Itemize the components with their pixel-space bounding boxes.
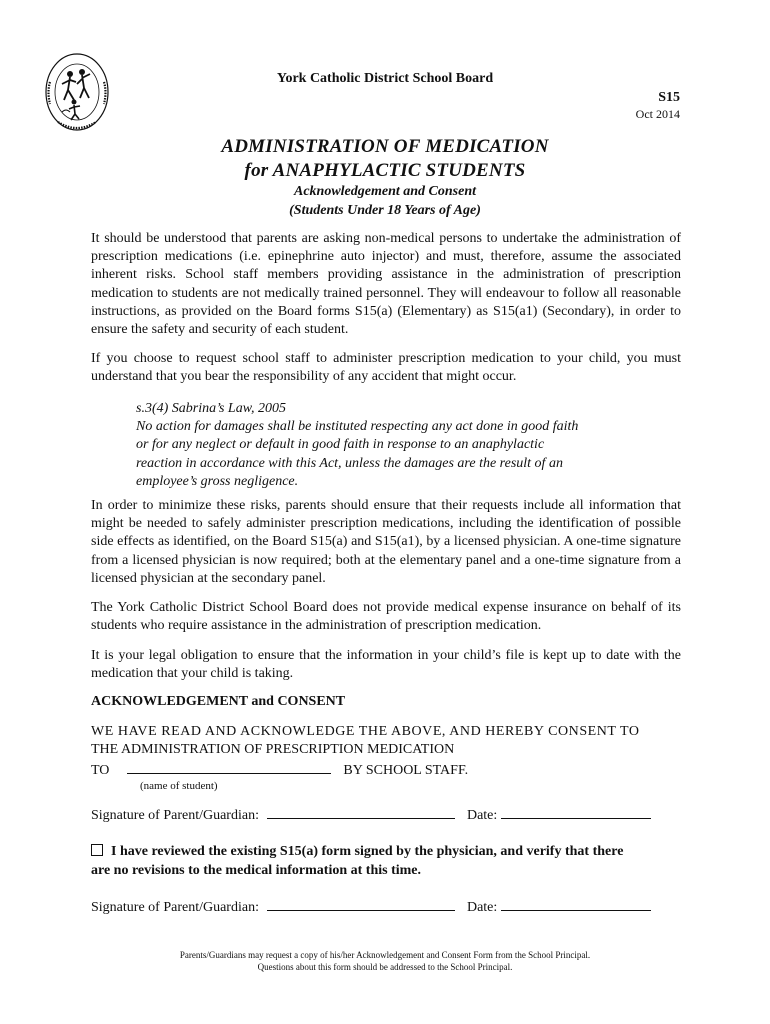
legal-obligation-paragraph: It is your legal obligation to ensure that the information in your child’s file is kept up to date with the medication that your child is taking. xyxy=(91,648,681,682)
signature-label: Signature of Parent/Guardian: xyxy=(91,808,259,823)
review-checkbox[interactable] xyxy=(91,844,103,856)
insurance-paragraph: The York Catholic District School Board does not provide medical expense insurance on behalf of its students who require assistance in the administration of prescription medication. xyxy=(91,600,681,634)
risk-paragraph: It should be understood that parents are asking non-medical persons to undertake the administration of prescription medications (i.e. epinephrine auto injector) and must, therefore, assume the associated inherent risks. School staff members providing assistance in the administration of prescription medication to students are not medically trained personnel. They will endeavour to follow all reasonable instructions, as provided on the Board forms S15(a) (Elementary) as S15(a1) (Secondary), in order to ensure the safety and security of each student. xyxy=(91,231,681,338)
parent-signature-field[interactable] xyxy=(267,898,455,911)
review-text-line2: are no revisions to the medical information at this time. xyxy=(91,863,422,878)
date-field[interactable] xyxy=(501,806,651,819)
signature-row-2 xyxy=(91,898,651,916)
consent-heading: ACKNOWLEDGEMENT and CONSENT xyxy=(91,694,346,709)
consent-statement-line2: THE ADMINISTRATION OF PRESCRIPTION MEDICATION xyxy=(91,742,455,757)
quote-line: or for any neglect or default in good faith in response to an anaphylactic xyxy=(136,437,545,453)
sabrinas-law-quote xyxy=(136,400,636,491)
school-board-seal-icon xyxy=(44,52,110,132)
quote-line: No action for damages shall be instituted respecting any act done in good faith xyxy=(136,419,579,435)
student-name-hint: (name of student) xyxy=(140,780,218,792)
date-field[interactable] xyxy=(501,898,651,911)
date-label: Date: xyxy=(466,808,498,823)
form-date: Oct 2014 xyxy=(635,107,680,121)
form-title-line1: ADMINISTRATION OF MEDICATION xyxy=(221,136,549,157)
signature-label: Signature of Parent/Guardian: xyxy=(91,900,259,915)
to-label: TO xyxy=(91,763,110,778)
form-subtitle-line1: Acknowledgement and Consent xyxy=(293,184,477,199)
form-subtitle-line2: (Students Under 18 Years of Age) xyxy=(289,203,481,218)
review-text-line1: I have reviewed the existing S15(a) form signed by the physician, and verify that there xyxy=(111,844,624,859)
review-confirmation xyxy=(91,842,691,880)
footer-line2: Questions about this form should be addressed to the School Principal. xyxy=(257,962,513,972)
quote-line: employee’s gross negligence. xyxy=(136,473,299,489)
student-name-field[interactable] xyxy=(127,761,331,774)
board-name: York Catholic District School Board xyxy=(276,71,494,86)
form-code: S15 xyxy=(658,90,680,105)
minimize-risk-paragraph: In order to minimize these risks, parents should ensure that their requests include all information that might be needed to safely administer prescription medications, including the identification of possible side effects as identified, on the Board S15(a) and S15(a1), by a licensed physician. A one-time signature from a licensed physician is now required; both at the elementary panel and a one-time signature from a licensed physician at the secondary panel. xyxy=(91,498,681,586)
responsibility-paragraph: If you choose to request school staff to administer prescription medication to your child, you must understand that you bear the responsibility of any accident that might occur. xyxy=(91,351,681,385)
parent-signature-field[interactable] xyxy=(267,806,455,819)
form-title-line2: for ANAPHYLACTIC STUDENTS xyxy=(244,160,526,181)
consent-statement-line1: WE HAVE READ AND ACKNOWLEDGE THE ABOVE, AND HEREBY CONSENT TO xyxy=(91,724,640,739)
date-label: Date: xyxy=(466,900,498,915)
quote-line: s.3(4) Sabrina’s Law, 2005 xyxy=(136,401,287,416)
footer-line1: Parents/Guardians may request a copy of his/her Acknowledgement and Consent Form from the School Principal. xyxy=(179,950,591,960)
quote-line: reaction in accordance with this Act, unless the damages are the result of an xyxy=(136,455,563,471)
student-name-row xyxy=(91,761,468,779)
footer-note xyxy=(0,949,770,973)
by-school-staff-label: BY SCHOOL STAFF. xyxy=(343,763,469,778)
signature-row-1 xyxy=(91,806,651,824)
